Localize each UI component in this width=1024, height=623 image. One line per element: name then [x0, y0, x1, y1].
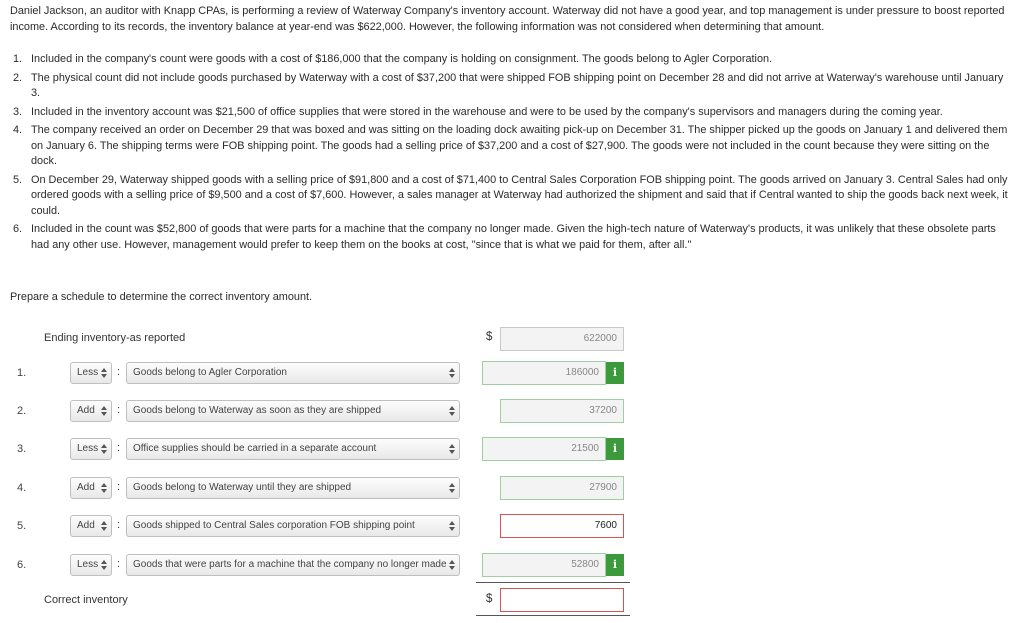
adjustment-type-select[interactable]: [70, 477, 112, 499]
select-arrows-icon: [449, 444, 455, 454]
select-arrows-icon: [449, 560, 455, 570]
select-value: Less: [77, 367, 99, 378]
problem-item: [10, 105, 1010, 121]
select-value: Goods that were parts for a machine that the company no longer made: [133, 559, 447, 570]
adjustment-amount-input[interactable]: 27900: [500, 476, 624, 500]
reason-select[interactable]: [126, 362, 460, 384]
item-number: 4.: [13, 124, 23, 136]
select-arrows-icon: [101, 560, 107, 570]
row-number: 2.: [17, 405, 27, 417]
reason-select[interactable]: [126, 438, 460, 460]
item-number: 1.: [13, 53, 23, 65]
problem-intro: Daniel Jackson, an auditor with Knapp CPAs, is performing a review of Waterway Company's inventory account. Waterway did not have a good year, and top management is under pressure to boost reported income. According to its records, the inventory balance at year-end was $622,000. However, the following information was not considered when determining that amount.: [10, 5, 1005, 33]
select-value: Add: [77, 520, 95, 531]
select-value: Goods shipped to Central Sales corporation FOB shipping point: [133, 520, 415, 531]
select-value: Goods belong to Waterway until they are shipped: [133, 482, 352, 493]
correct-inventory-label: Correct inventory: [44, 594, 128, 606]
problem-items: [10, 52, 1010, 253]
total-rule-bottom: [476, 615, 630, 616]
colon: :: [117, 519, 121, 531]
item-text: The company received an order on December 29 that was boxed and was sitting on the loading dock awaiting pick-up on December 31. The shipper picked up the goods on January 1 and delivered them on January 6. The shipping terms were FOB shipping point. The goods had a selling price of $37,200 and a cost of $27,900. The goods were not included in the count because they were sitting on the dock.: [31, 124, 1008, 167]
select-arrows-icon: [449, 483, 455, 493]
adjustment-type-select[interactable]: [70, 515, 112, 537]
select-arrows-icon: [449, 368, 455, 378]
reason-select[interactable]: [126, 400, 460, 422]
item-text: On December 29, Waterway shipped goods with a selling price of $91,800 and a cost of $71,400 to Central Sales Corporation FOB shipping point. The goods arrived on January 3. Central Sales had only ordered goods with a selling price of $9,500 and a cost of $7,600. However, a sales manager at Waterway had authorized the shipment and said that if Central wanted to ship the goods back next week, it could.: [31, 173, 1008, 217]
info-icon[interactable]: i: [606, 554, 624, 576]
row-number: 6.: [17, 559, 27, 571]
instruction-text: Prepare a schedule to determine the correct inventory amount.: [10, 291, 313, 303]
correct-inventory-input[interactable]: [500, 588, 624, 612]
item-text: Included in the inventory account was $21,500 of office supplies that were stored in the warehouse and were to be used by the company's supervisors and managers during the coming year.: [31, 105, 943, 118]
select-value: Less: [77, 443, 99, 454]
colon: :: [117, 442, 121, 454]
item-text: The physical count did not include goods purchased by Waterway with a cost of $37,200 that were shipped FOB shipping point on December 28 and did not arrive at Waterway's warehouse until January 3.: [31, 71, 1004, 99]
item-number: 5.: [13, 173, 23, 186]
select-value: Add: [77, 482, 95, 493]
select-value: Office supplies should be carried in a separate account: [133, 443, 377, 454]
item-text: Included in the count was $52,800 of goods that were parts for a machine that the company no longer made. Given the high-tech nature of Waterway's products, it was unlikely that these obsolete parts had any other use. However, management would prefer to keep them on the books at cost, "since that is what we paid for them, after all.": [31, 223, 996, 251]
adjustment-type-select[interactable]: [70, 438, 112, 460]
item-number: 2.: [13, 71, 23, 84]
select-arrows-icon: [101, 483, 107, 493]
adjustment-amount-input[interactable]: 52800: [482, 553, 606, 577]
adjustment-amount-input[interactable]: 37200: [500, 399, 624, 423]
problem-item: [10, 173, 1010, 220]
item-text: Included in the company's count were goods with a cost of $186,000 that the company is holding on consignment. The goods belong to Agler Corporation.: [31, 53, 773, 65]
total-rule-top: [476, 582, 630, 583]
reason-select[interactable]: [126, 554, 460, 576]
row-number: 1.: [17, 367, 27, 379]
select-arrows-icon: [101, 406, 107, 416]
ending-inventory-label: Ending inventory-as reported: [44, 332, 186, 344]
adjustment-amount-input[interactable]: 186000: [482, 361, 606, 385]
problem-item: [10, 222, 1010, 253]
reason-select[interactable]: [126, 515, 460, 537]
colon: :: [117, 558, 121, 570]
dollar-sign: $: [486, 593, 493, 605]
adjustment-type-select[interactable]: [70, 362, 112, 384]
row-number: 4.: [17, 482, 27, 494]
select-value: Goods belong to Waterway as soon as they are shipped: [133, 405, 382, 416]
adjustment-amount-input[interactable]: 21500: [482, 437, 606, 461]
select-value: Less: [77, 559, 99, 570]
select-arrows-icon: [101, 521, 107, 531]
problem-item: [10, 52, 1010, 68]
item-number: 3.: [13, 105, 23, 118]
item-number: 6.: [13, 223, 23, 235]
select-arrows-icon: [101, 368, 107, 378]
colon: :: [117, 404, 121, 416]
select-arrows-icon: [101, 444, 107, 454]
select-value: Add: [77, 405, 95, 416]
ending-inventory-input[interactable]: 622000: [500, 327, 624, 351]
problem-item: [10, 71, 1010, 102]
row-number: 5.: [17, 520, 27, 532]
colon: :: [117, 481, 121, 493]
problem-item: [10, 123, 1010, 170]
row-number: 3.: [17, 443, 27, 455]
adjustment-type-select[interactable]: [70, 554, 112, 576]
select-arrows-icon: [449, 406, 455, 416]
adjustment-amount-input[interactable]: 7600: [500, 514, 624, 538]
reason-select[interactable]: [126, 477, 460, 499]
colon: :: [117, 366, 121, 378]
info-icon[interactable]: i: [606, 362, 624, 384]
adjustment-type-select[interactable]: [70, 400, 112, 422]
select-value: Goods belong to Agler Corporation: [133, 367, 287, 378]
select-arrows-icon: [449, 521, 455, 531]
dollar-sign: $: [486, 331, 493, 343]
info-icon[interactable]: i: [606, 438, 624, 460]
